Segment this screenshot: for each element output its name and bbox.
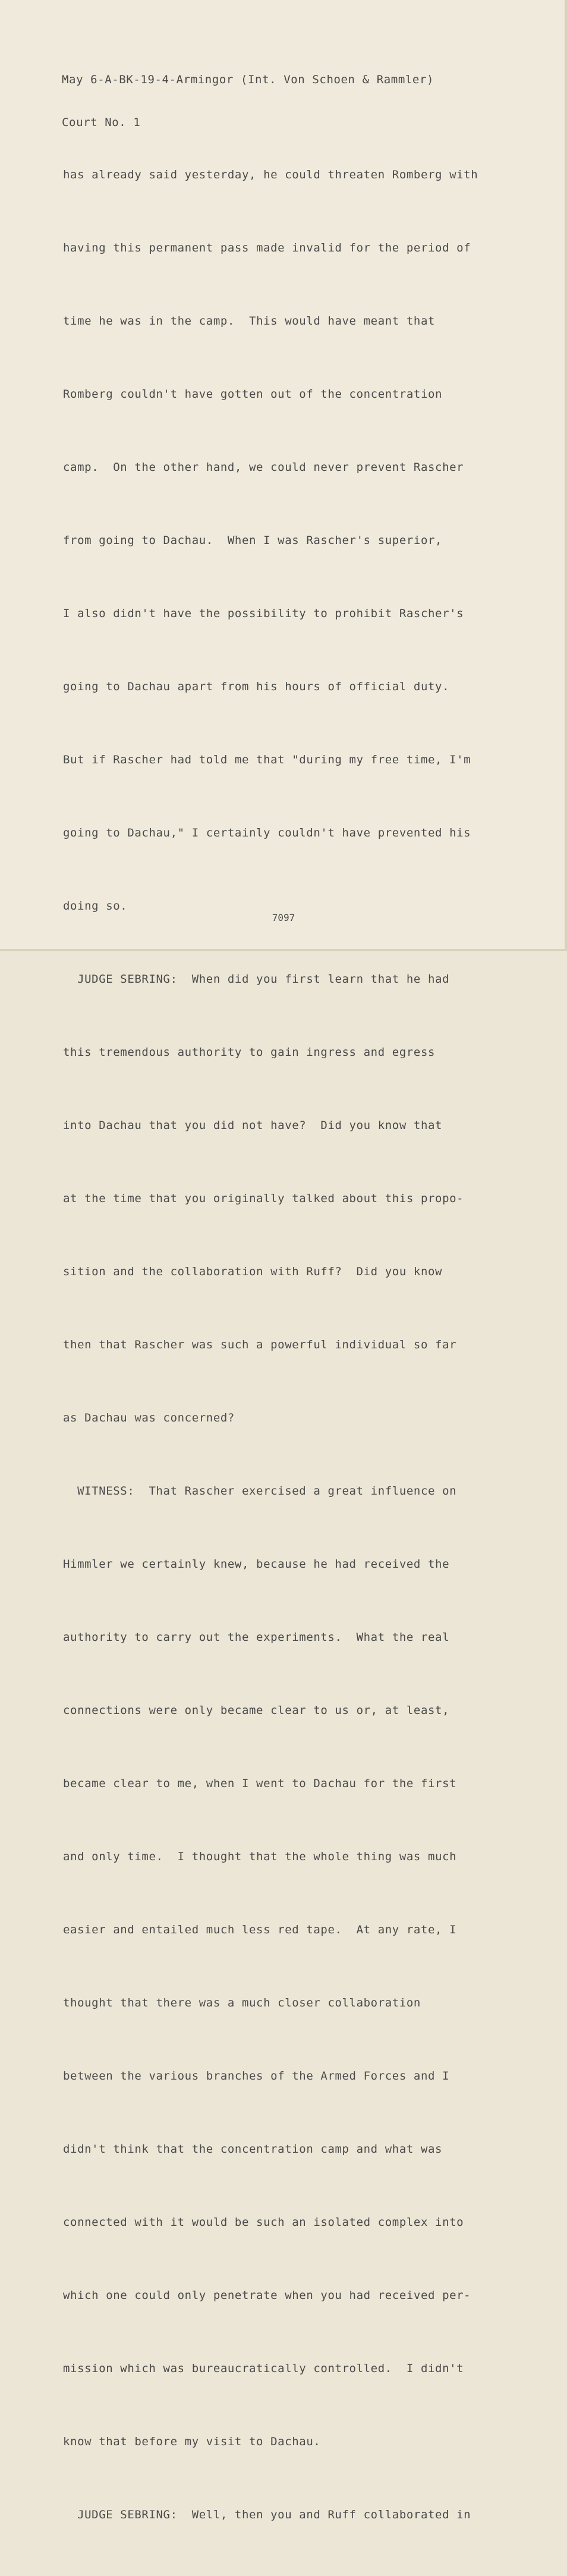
transcript-line: doing so.: [63, 899, 128, 913]
transcript-line: sition and the collaboration with Ruff? Did you know: [63, 1265, 443, 1278]
transcript-line: didn't think that the concentration camp and what was: [63, 2143, 443, 2156]
transcript-line: connected with it would be such an isolated complex into: [63, 2216, 464, 2229]
transcript-line: Himmler we certainly knew, because he had received the: [63, 1558, 450, 1571]
transcript-line: thought that there was a much closer collaboration: [63, 1996, 421, 2009]
page-number: 7097: [272, 912, 295, 923]
transcript-line: But if Rascher had told me that "during my free time, I'm: [63, 753, 471, 766]
transcript-line: which one could only penetrate when you had received per-: [63, 2289, 471, 2302]
transcript-line: going to Dachau apart from his hours of official duty.: [63, 680, 450, 693]
transcript-line: into Dachau that you did not have? Did you know that: [63, 1119, 443, 1132]
transcript-line: know that before my visit to Dachau.: [63, 2435, 321, 2448]
transcript-line: has already said yesterday, he could threaten Romberg with: [63, 168, 478, 181]
transcript-line: going to Dachau," I certainly couldn't have prevented his: [63, 826, 471, 839]
transcript-line: then that Rascher was such a powerful individual so far: [63, 1338, 457, 1351]
transcript-line: this tremendous authority to gain ingress and egress: [63, 1046, 436, 1059]
transcript-line: JUDGE SEBRING: Well, then you and Ruff collaborated in: [63, 2508, 471, 2521]
transcript-line: from going to Dachau. When I was Rascher's superior,: [63, 534, 443, 547]
transcript-line: Romberg couldn't have gotten out of the concentration: [63, 388, 443, 401]
transcript-line: as Dachau was concerned?: [63, 1411, 235, 1424]
transcript-line: JUDGE SEBRING: When did you first learn that he had: [63, 973, 450, 986]
transcript-line: at the time that you originally talked about this propo-: [63, 1192, 464, 1205]
transcript-line: authority to carry out the experiments. What the real: [63, 1631, 450, 1644]
transcript-body: [63, 114, 478, 2576]
header-court-line: Court No. 1: [62, 116, 141, 129]
transcript-line: between the various branches of the Armed Forces and I: [63, 2069, 450, 2083]
transcript-line: time he was in the camp. This would have meant that: [63, 314, 436, 328]
transcript-line: easier and entailed much less red tape. At any rate, I: [63, 1923, 457, 1936]
transcript-line: camp. On the other hand, we could never prevent Rascher: [63, 461, 464, 474]
header-reference-line: May 6-A-BK-19-4-Armingor (Int. Von Schoen & Rammler): [62, 73, 434, 86]
transcript-line: WITNESS: That Rascher exercised a great influence on: [63, 1484, 457, 1498]
transcript-line: I also didn't have the possibility to prohibit Rascher's: [63, 607, 464, 620]
transcript-line: having this permanent pass made invalid for the period of: [63, 241, 471, 254]
transcript-line: connections were only became clear to us or, at least,: [63, 1704, 450, 1717]
transcript-line: became clear to me, when I went to Dachau for the first: [63, 1777, 457, 1790]
transcript-line: and only time. I thought that the whole thing was much: [63, 1850, 457, 1863]
transcript-line: mission which was bureaucratically controlled. I didn't: [63, 2362, 464, 2375]
